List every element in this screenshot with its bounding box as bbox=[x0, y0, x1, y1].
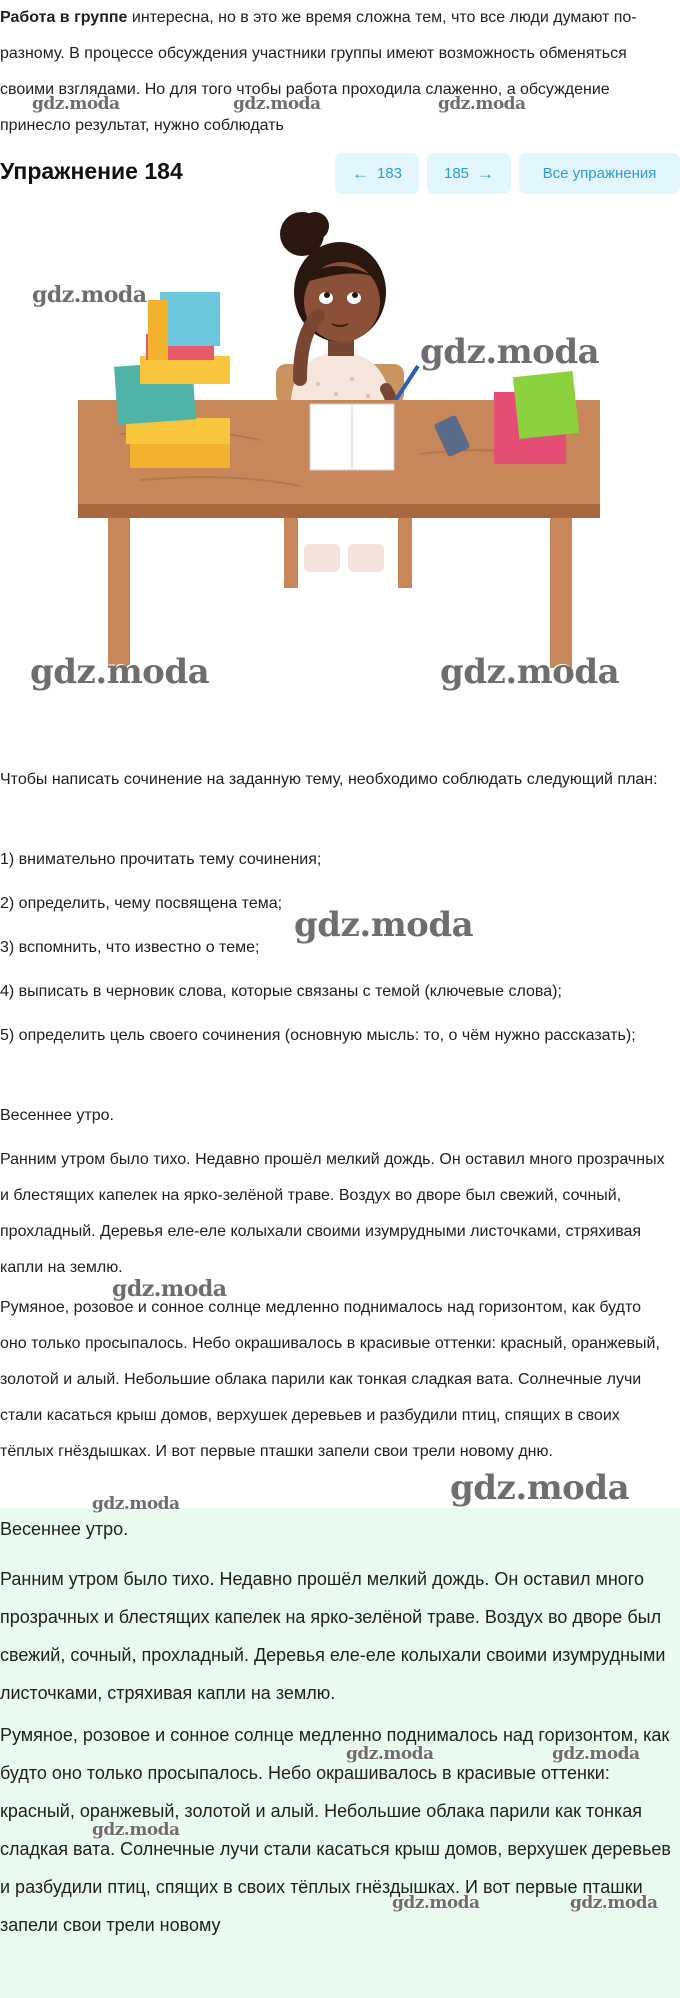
next-exercise-button[interactable] bbox=[427, 153, 511, 194]
answer-title: Весеннее утро. bbox=[0, 1519, 129, 1539]
intro-text: интересна, но в это же время сложна тем, что все люди думают по-разному. В процессе обсуждения участники группы имеют возможность обменяться своими взглядами. Но для того чтобы работа проходила слаженно, а обсуждение принесло результат, нужно соблюдать bbox=[0, 9, 637, 134]
answer-paragraph-1: Ранним утром было тихо. Недавно прошёл мелкий дождь. Он оставил много прозрачных и блестящих капелек на ярко-зелёной траве. Воздух во дворе был свежий, сочный, прохладный. Деревья еле-еле колыхали своими изумрудными листочками, стряхивая капли на землю. bbox=[0, 1569, 666, 1703]
watermark-text: gdz.moda bbox=[294, 905, 474, 945]
plan-step: 2) определить, чему посвящена тема; bbox=[0, 895, 283, 912]
essay-title: Весеннее утро. bbox=[0, 1107, 114, 1124]
arrow-right-icon: → bbox=[477, 163, 495, 183]
exercise-title: Упражнение 184 bbox=[0, 158, 183, 184]
intro-bold-term: Работа в группе bbox=[0, 9, 128, 26]
watermark-text: gdz.moda bbox=[32, 282, 147, 308]
watermark-text: gdz.moda bbox=[552, 1744, 640, 1764]
girl-at-desk-illustration bbox=[0, 204, 680, 704]
watermark-text: gdz.moda bbox=[450, 1468, 630, 1508]
arrow-left-icon: ← bbox=[351, 163, 369, 183]
essay-paragraph-2: Румяное, розовое и сонное солнце медленно поднималось над горизонтом, как будто оно только просыпалось. Небо окрашивалось в красивые оттенки: красный, оранжевый, золотой и алый. Небольшие облака парили как тонкая сладкая вата. Солнечные лучи стали касаться крыш домов, верхушек деревьев и разбудили птиц, спящих в своих тёплых гнёздышках. И вот первые пташки запели свои трели новому дню. bbox=[0, 1299, 660, 1460]
prev-exercise-button[interactable] bbox=[335, 153, 419, 194]
watermark-text: gdz.moda bbox=[420, 332, 600, 372]
watermark-text: gdz.moda bbox=[440, 652, 620, 692]
answer-paragraph-2: Румяное, розовое и сонное солнце медленно поднималось над горизонтом, как будто оно только просыпалось. Небо окрашивалось в красивые оттенки: красный, оранжевый, золотой и алый. Небольшие облака парили как тонкая сладкая вата. Солнечные лучи стали касаться крыш домов, верхушек деревьев и разбудили птиц, спящих в своих тёплых гнёздышках. И вот первые пташки запели свои трели новому bbox=[0, 1725, 671, 1935]
plan-step: 3) вспомнить, что известно о теме; bbox=[0, 939, 260, 956]
next-exercise-label: 185 bbox=[443, 165, 470, 182]
intro-paragraph bbox=[0, 0, 675, 144]
watermark-text: gdz.moda bbox=[30, 652, 210, 692]
watermark-text: gdz.moda bbox=[92, 1820, 180, 1840]
all-exercises-label: Все упражнения bbox=[542, 165, 657, 182]
watermark-text: gdz.moda bbox=[233, 94, 321, 114]
watermark-text: gdz.moda bbox=[438, 94, 526, 114]
plan-step: 5) определить цель своего сочинения (основную мысль: то, о чём нужно рассказать); bbox=[0, 1027, 636, 1044]
all-exercises-button[interactable] bbox=[519, 153, 680, 194]
plan-lead: Чтобы написать сочинение на заданную тему, необходимо соблюдать следующий план: bbox=[0, 771, 658, 788]
plan-step: 4) выписать в черновик слова, которые связаны с темой (ключевые слова); bbox=[0, 983, 562, 1000]
plan-step: 1) внимательно прочитать тему сочинения; bbox=[0, 851, 322, 868]
watermark-text: gdz.moda bbox=[346, 1744, 434, 1764]
watermark-text: gdz.moda bbox=[392, 1893, 480, 1913]
essay-paragraph-1: Ранним утром было тихо. Недавно прошёл мелкий дождь. Он оставил много прозрачных и блестящих капелек на ярко-зелёной траве. Воздух во дворе был свежий, сочный, прохладный. Деревья еле-еле колыхали своими изумрудными листочками, стряхивая капли на землю. bbox=[0, 1151, 665, 1276]
watermark-text: gdz.moda bbox=[112, 1276, 227, 1302]
watermark-text: gdz.moda bbox=[570, 1893, 658, 1913]
watermark-text: gdz.moda bbox=[92, 1494, 180, 1514]
watermark-text: gdz.moda bbox=[32, 94, 120, 114]
prev-exercise-label: 183 bbox=[376, 165, 403, 182]
